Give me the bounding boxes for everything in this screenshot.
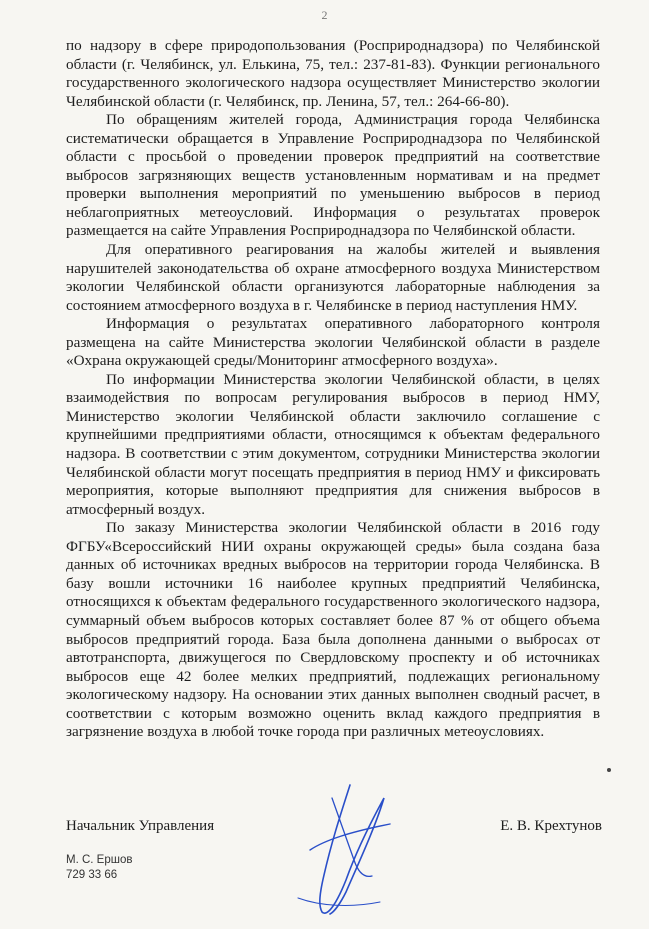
scan-speck xyxy=(607,768,611,772)
signatory-name: Е. В. Крехтунов xyxy=(500,818,602,834)
document-body xyxy=(66,37,600,742)
paragraph-6: По заказу Министерства экологии Челябинской области в 2016 году ФГБУ«Всероссийский НИИ охраны окружающей среды» была создана база данных об источниках вредных выбросов на территории города Челябинска. В базу вошли источники 16 наиболее крупных предприятий Челябинска, относящихся к объектам федерального государственного экологического надзора, суммарный объем выбросов которых составляет более 87 % от общего объема выбросов предприятий города. База была дополнена данными о выбросах от автотранспорта, движущегося по Свердловскому проспекту и об источниках выбросов еще 42 более мелких предприятий, подлежащих региональному экологическому надзору. На основании этих данных выполнен сводный расчет, в соответствии с которым возможно оценить вклад каждого предприятия в загрязнение воздуха в любой точке города при различных метеоусловиях. xyxy=(66,519,600,741)
signatory-title: Начальник Управления xyxy=(66,818,215,834)
executor-info xyxy=(66,853,132,883)
paragraph-5: По информации Министерства экологии Челябинской области, в целях взаимодействия по вопросам регулирования выбросов в период НМУ, Министерство экологии Челябинской области заключило соглашение с крупнейшими предприятиями области, относящимся к объектам федерального надзора. В соответствии с этим документом, сотрудники Министерства экологии Челябинской области могут посещать предприятия в период НМУ и фиксировать мероприятия, которые выполняют предприятия для снижения выбросов в атмосферный воздух. xyxy=(66,370,600,518)
executor-phone: 729 33 66 xyxy=(66,869,118,881)
executor-name: М. С. Ершов xyxy=(66,854,133,866)
paragraph-1: по надзору в сфере природопользования (Росприроднадзора) по Челябинской области (г. Челябинск, ул. Елькина, 75, тел.: 237-81-83). Функции регионального государственного экологического надзора осуществляет Министерство экологии Челябинской области (г. Челябинск, пр. Ленина, 57, тел.: 264-66-80). xyxy=(66,37,600,110)
page-number: 2 xyxy=(321,8,328,22)
paragraph-2: По обращениям жителей города, Администрация города Челябинска систематически обращается в Управление Росприроднадзора по Челябинской области с просьбой о проведении проверок предприятий на соответствие выбросов загрязняющих веществ установленным нормативам и на предмет проверки выполнения мероприятий по уменьшению выбросов в период неблагоприятных метеоусловий. Информация о результатах проверок размещается на сайте Управления Росприроднадзора по Челябинской области. xyxy=(66,111,600,240)
handwritten-signature xyxy=(280,780,410,920)
paragraph-3: Для оперативного реагирования на жалобы жителей и выявления нарушителей законодательства об охране атмосферного воздуха Министерством экологии Челябинской области организуются лабораторные наблюдения за состоянием атмосферного воздуха в г. Челябинске в период наступления НМУ. xyxy=(66,241,600,314)
paragraph-4: Информация о результатах оперативного лабораторного контроля размещена на сайте Министерства экологии Челябинской области в разделе «Охрана окружающей среды/Мониторинг атмосферного воздуха». xyxy=(66,315,600,370)
